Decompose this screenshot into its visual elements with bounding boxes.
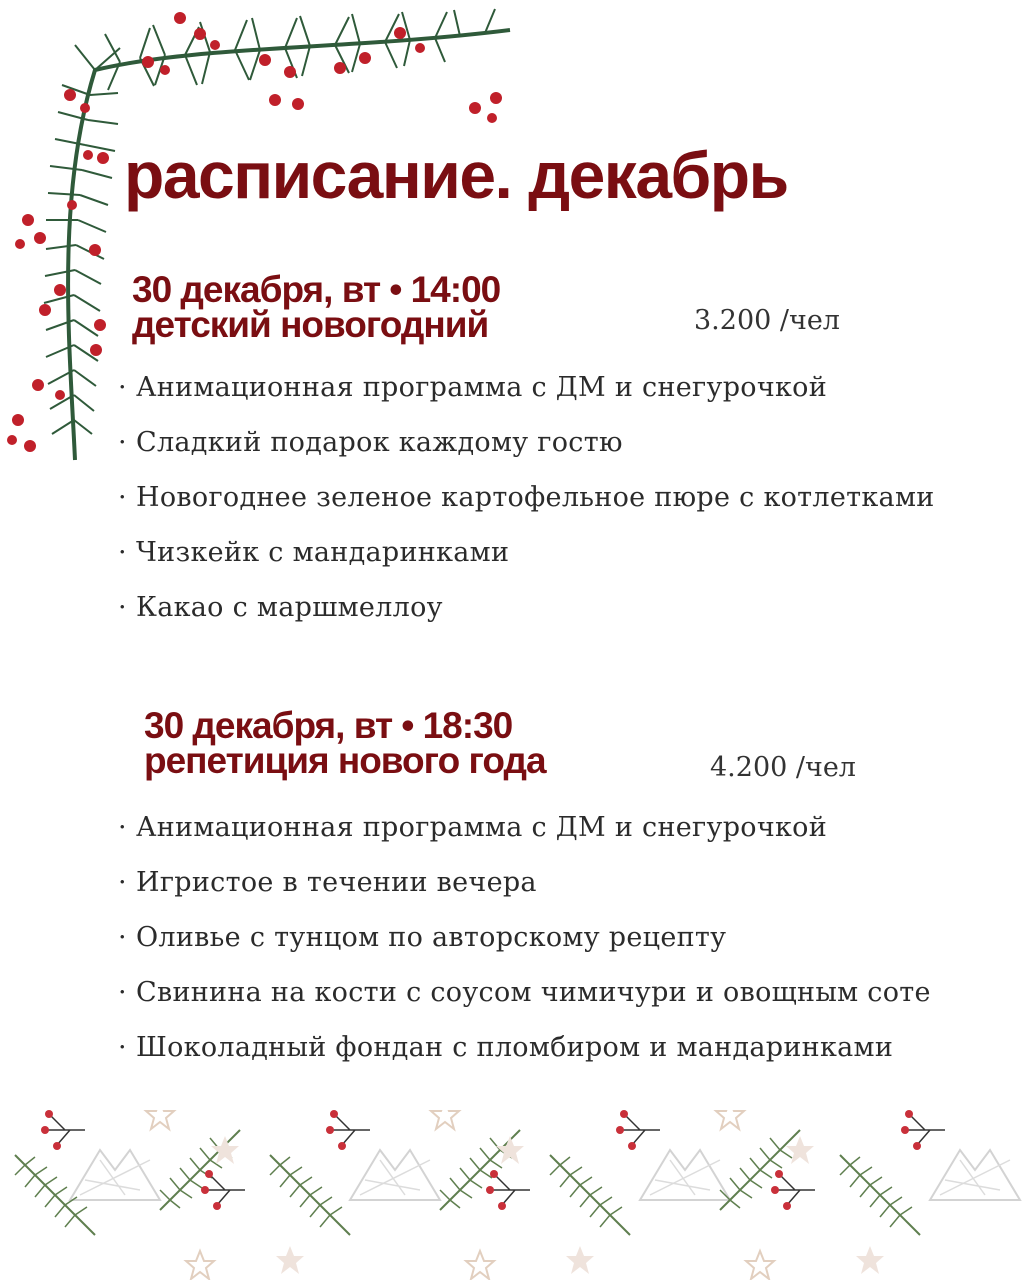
list-item: · Оливье с тунцом по авторскому рецепту — [118, 922, 727, 953]
list-item: · Новогоднее зеленое картофельное пюре с котлетками — [118, 482, 935, 513]
list-item: · Анимационная программа с ДМ и снегурочкой — [118, 812, 828, 843]
list-item: · Шоколадный фондан с пломбиром и мандаринками — [118, 1032, 894, 1063]
event-1-name: детский новогодний — [132, 304, 489, 345]
event-2-date: 30 декабря, вт • 18:30 — [144, 705, 513, 746]
page-title: расписание. декабрь — [124, 138, 788, 212]
event-1-header — [132, 269, 501, 345]
event-1-date: 30 декабря, вт • 14:00 — [132, 269, 501, 310]
list-item: · Свинина на кости с соусом чимичури и овощным соте — [118, 977, 931, 1008]
list-item: · Игристое в течении вечера — [118, 867, 537, 898]
event-1-menu-list — [118, 360, 935, 635]
list-item: · Анимационная программа с ДМ и снегурочкой — [118, 372, 828, 403]
event-2-name: репетиция нового года — [144, 740, 546, 781]
event-2-price: 4.200 /чел — [710, 752, 856, 783]
event-2-header — [144, 705, 546, 781]
holiday-pattern-decoration — [0, 1110, 1024, 1280]
list-item: · Сладкий подарок каждому гостю — [118, 427, 623, 458]
event-1-price: 3.200 /чел — [694, 305, 840, 336]
event-2-menu-list — [118, 800, 931, 1075]
list-item: · Какао с маршмеллоу — [118, 592, 443, 623]
list-item: · Чизкейк с мандаринками — [118, 537, 510, 568]
